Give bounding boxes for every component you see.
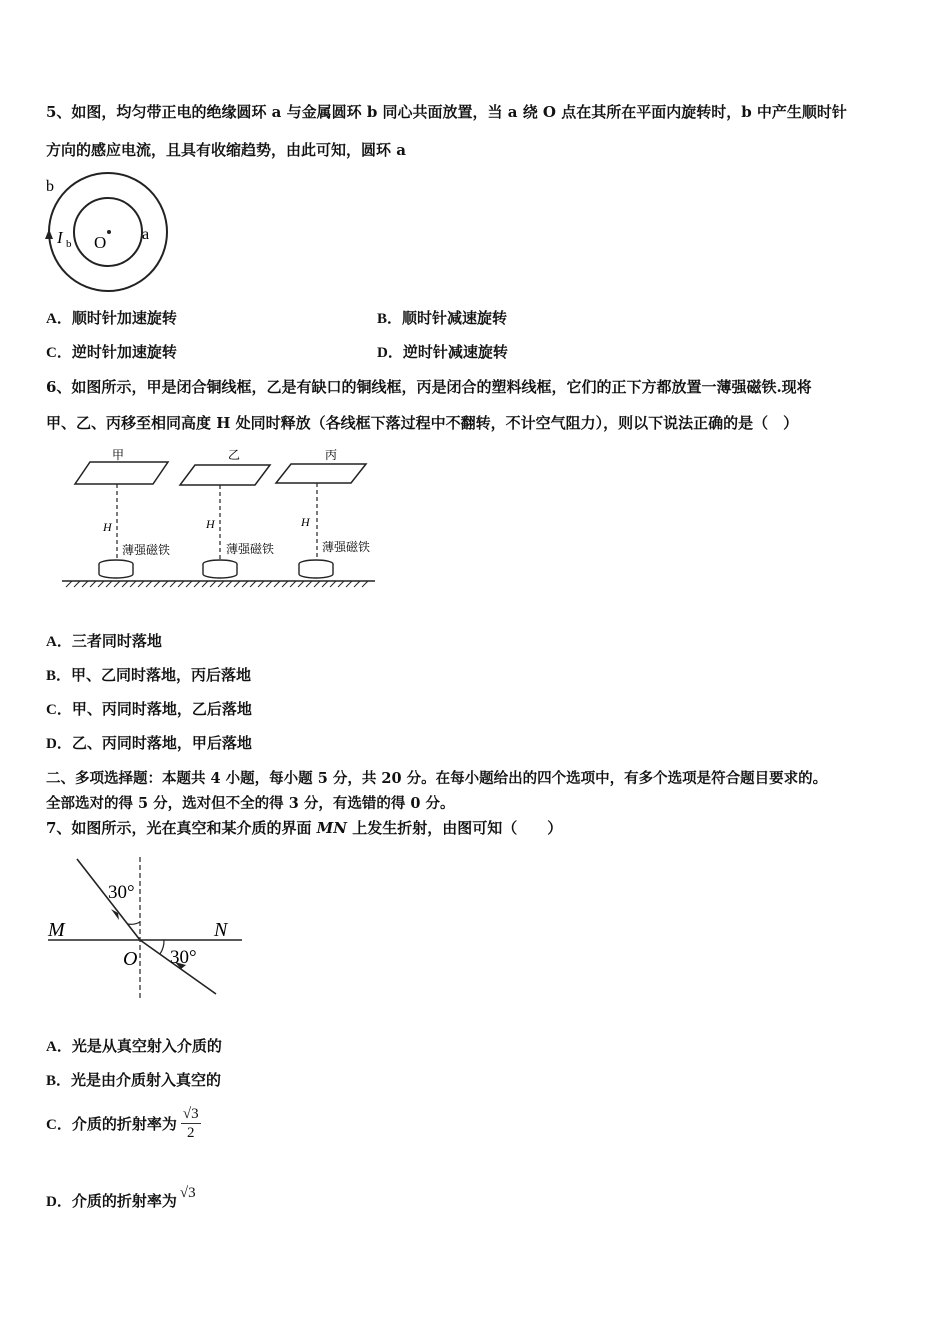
frame-yi-label: 乙	[228, 448, 241, 462]
magnet-label-3: 薄强磁铁	[322, 540, 371, 554]
label-a: a	[142, 226, 150, 243]
q7-option-b[interactable]: B．光是由介质射入真空的	[46, 1071, 222, 1089]
frame-bing	[276, 464, 366, 483]
q7-option-c[interactable]: C．介质的折射率为 $\frac{√3}{2}$	[46, 1106, 199, 1141]
height-label-1: H	[103, 520, 112, 534]
q5-option-a[interactable]: A．顺时针加速旋转	[46, 309, 177, 327]
mn-label: MN	[316, 819, 347, 837]
q6-frames-figure	[60, 445, 380, 595]
height-label-3: H	[301, 515, 310, 529]
q5-option-b[interactable]: B．顺时针减速旋转	[377, 309, 508, 327]
label-b: b	[46, 178, 54, 195]
ground-hatch	[66, 581, 368, 587]
q7-option-d[interactable]: D．介质的折射率为 √3	[46, 1185, 196, 1210]
frame-jia	[75, 462, 168, 484]
magnet-label-1: 薄强磁铁	[122, 543, 171, 557]
label-o: O	[123, 948, 138, 970]
frame-bing-label: 丙	[325, 448, 338, 462]
q5-option-d[interactable]: D．逆时针减速旋转	[377, 343, 508, 361]
q5-ring-figure	[40, 166, 180, 296]
angle-top-label: 30°	[108, 882, 135, 903]
q7-stem: 7、如图所示，光在真空和某介质的界面 MN 上发生折射，由图可知（ ）	[46, 819, 563, 837]
section2-line1: 二、多项选择题：本题共 4 小题，每小题 5 分，共 20 分。在每小题给出的四个选项中，有多个选项是符合题目要求的。	[46, 770, 828, 787]
sqrt3-value: √3	[179, 1185, 196, 1201]
q6-option-c[interactable]: C．甲、丙同时落地，乙后落地	[46, 700, 252, 718]
magnet-label-2: 薄强磁铁	[226, 542, 275, 556]
frame-yi	[180, 465, 270, 485]
label-i-sub: b	[66, 238, 72, 250]
label-n: N	[214, 919, 228, 941]
label-o: O	[94, 233, 107, 252]
q7-refraction-figure	[44, 855, 249, 1005]
q5-stem-line2: 方向的感应电流，且具有收缩趋势，由此可知，圆环 a	[46, 141, 406, 159]
height-label-2: H	[206, 517, 215, 531]
q6-stem-line1: 6、如图所示，甲是闭合铜线框，乙是有缺口的铜线框，丙是闭合的塑料线框，它们的正下方都放置一薄强磁铁.现将	[46, 378, 812, 396]
current-arrow-icon	[45, 229, 53, 239]
q5-stem-line1: 5、如图，均匀带正电的绝缘圆环 a 与金属圆环 b 同心共面放置，当 a 绕 O 点在其所在平面内旋转时，b 中产生顺时针	[46, 103, 847, 121]
label-i: I	[57, 228, 63, 247]
section2-line2: 全部选对的得 5 分，选对但不全的得 3 分，有选错的得 0 分。	[46, 795, 455, 812]
angle-bottom-label: 30°	[170, 947, 197, 968]
q5-option-c[interactable]: C．逆时针加速旋转	[46, 343, 177, 361]
fraction-sqrt3-over-2: $\frac{√3}{2}$	[182, 1106, 199, 1141]
frame-jia-label: 甲	[112, 448, 125, 462]
q6-option-d[interactable]: D．乙、丙同时落地，甲后落地	[46, 734, 252, 752]
q6-stem-line2: 甲、乙、丙移至相同高度 H 处同时释放（各线框下落过程中不翻转，不计空气阻力），则以下说法正确的是（ ）	[46, 414, 799, 432]
label-m: M	[48, 919, 65, 941]
q6-option-a[interactable]: A．三者同时落地	[46, 632, 162, 650]
q7-option-a[interactable]: A．光是从真空射入介质的	[46, 1037, 222, 1055]
center-point	[107, 230, 111, 234]
q6-option-b[interactable]: B．甲、乙同时落地，丙后落地	[46, 666, 252, 684]
